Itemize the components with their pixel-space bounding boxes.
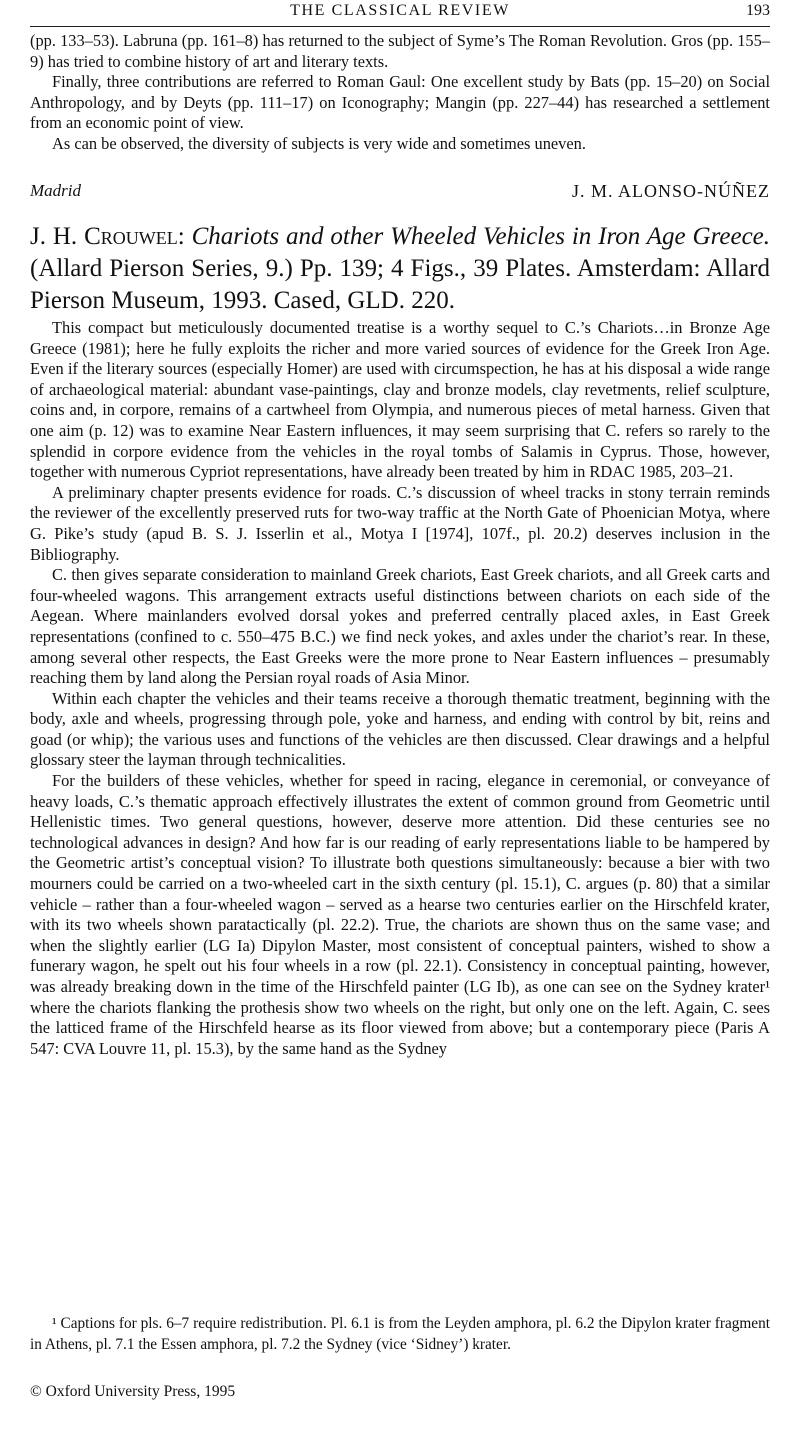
review-body [30, 318, 770, 1059]
paragraph: This compact but meticulously documented treatise is a worthy sequel to C.’s Chariots…in Bronze Age Greece (1981); here he fully exploits the richer and more varied sources of evidence for the Greek Iron Age. Even if the literary sources (especially Homer) are used with circumspection, he has at his disposal a wide range of archaeological material: abundant vase-paintings, clay and bronze models, clay revetments, relief sculpture, coins and, in corpore, remains of a cartwheel from Olympia, and numerous pieces of metal harness. Given that one aim (p. 12) was to examine Near Eastern influences, it may seem surprising that C. refers so rarely to the splendid in corpore evidence from the vehicles in the royal tombs of Salamis in Cyprus. Those, however, together with numerous Cypriot representations, have already been treated by him in RDAC 1985, 203–21. [30, 318, 770, 482]
paragraph: A preliminary chapter presents evidence for roads. C.’s discussion of wheel tracks in stony terrain reminds the reviewer of the excellently preserved ruts for two-way traffic at the North Gate of Phoenician Motya, where G. Pike’s study (apud B. S. J. Isserlin et al., Motya I [1974], 107f., pl. 20.2) deserves inclusion in the Bibliography. [30, 482, 770, 564]
paragraph: Within each chapter the vehicles and their teams receive a thorough thematic treatment, beginning with the body, axle and wheels, progressing through pole, yoke and harness, and ending with control by bit, reins and goad (or whip); the various uses and functions of the vehicles are then discussed. Clear drawings and a helpful glossary steer the layman through technicalities. [30, 688, 770, 770]
review-heading [30, 221, 770, 317]
paragraph: As can be observed, the diversity of subjects is very wide and sometimes uneven. [52, 133, 586, 153]
book-title: Chariots and other Wheeled Vehicles in Iron Age Greece. [191, 223, 771, 250]
page-number: 193 [746, 2, 770, 19]
journal-title: THE CLASSICAL REVIEW [290, 2, 510, 19]
reviewer-location: Madrid [30, 181, 81, 200]
paragraph: Finally, three contributions are referred to Roman Gaul: One excellent study by Bats (pp. 15–20) on Social Anthropology, and by Deyts (pp. 111–17) on Iconography; Mangin (pp. 227–44) has researched a settlement from an economic point of view. [30, 72, 770, 133]
paragraph: For the builders of these vehicles, whether for speed in racing, elegance in ceremonial, or conveyance of heavy loads, C.’s thematic approach effectively illustrates the extent of common ground from Geometric until Hellenistic times. Two general questions, however, deserve more attention. Did these centuries see no technological advances in design? And how far is our reading of early representations liable to be hampered by the Geometric artist’s conceptual vision? To illustrate both questions simultaneously: because a bier with two mourners could be carried on a two-wheeled cart in the sixth century (pl. 15.1), C. argues (p. 80) that a similar vehicle – rather than a four-wheeled wagon – served as a hearse two centuries earlier on the Hirschfeld krater, with its two wheels shown paratactically (pl. 22.2). True, the chariots are shown thus on the same vase; and when the slightly earlier (LG Ia) Dipylon Master, most consistent of conceptual painters, wished to show a funerary wagon, he spelt out his four wheels in a row (pl. 22.1). Consistency in conceptual painting, however, was already breaking down in the time of the Hirschfeld painter (LG Ib), as one can see on the Sydney krater¹ where the chariots flanking the prothesis show two wheels on the right, but only one on the left. Again, C. sees the latticed frame of the Hirschfeld hearse as its floor viewed from above; but a contemporary piece (Paris A 547: CVA Louvre 11, pl. 15.3), by the same hand as the Sydney [30, 771, 770, 1058]
previous-review-end [30, 31, 770, 155]
reviewer-signature [30, 181, 770, 205]
reviewer-name: J. M. ALONSO-NÚÑEZ [572, 181, 770, 201]
paragraph: (pp. 133–53). Labruna (pp. 161–8) has returned to the subject of Syme’s The Roman Revolution. Gros (pp. 155–9) has tried to combine history of art and literary texts. [30, 31, 770, 71]
copyright-notice: © Oxford University Press, 1995 [30, 1383, 236, 1400]
footnote: ¹ Captions for pls. 6–7 require redistribution. Pl. 6.1 is from the Leyden amphora, pl. 6.2 the Dipylon krater fragment in Athens, pl. 7.1 the Essen amphora, pl. 7.2 the Sydney (vice ‘Sidney’) krater. [30, 1315, 770, 1353]
book-details: (Allard Pierson Series, 9.) Pp. 139; 4 Figs., 39 Plates. Amsterdam: Allard Pierson Museum, 1993. Cased, GLD. 220. [30, 255, 770, 314]
book-author: J. H. Crouwel: [30, 223, 185, 250]
paragraph: C. then gives separate consideration to mainland Greek chariots, East Greek chariots, and all Greek carts and four-wheeled wagons. This arrangement extracts useful distinctions between chariots on each side of the Aegean. Where mainlanders evolved dorsal yokes and preferred centrally placed axles, in East Greek representations (confined to c. 550–475 B.C.) we find neck yokes, and axles under the chariot’s rear. In these, among several other respects, the East Greeks were the more prone to Near Eastern influences – presumably reaching them by land along the Persian royal roads of Asia Minor. [30, 565, 770, 688]
running-head [30, 2, 770, 27]
